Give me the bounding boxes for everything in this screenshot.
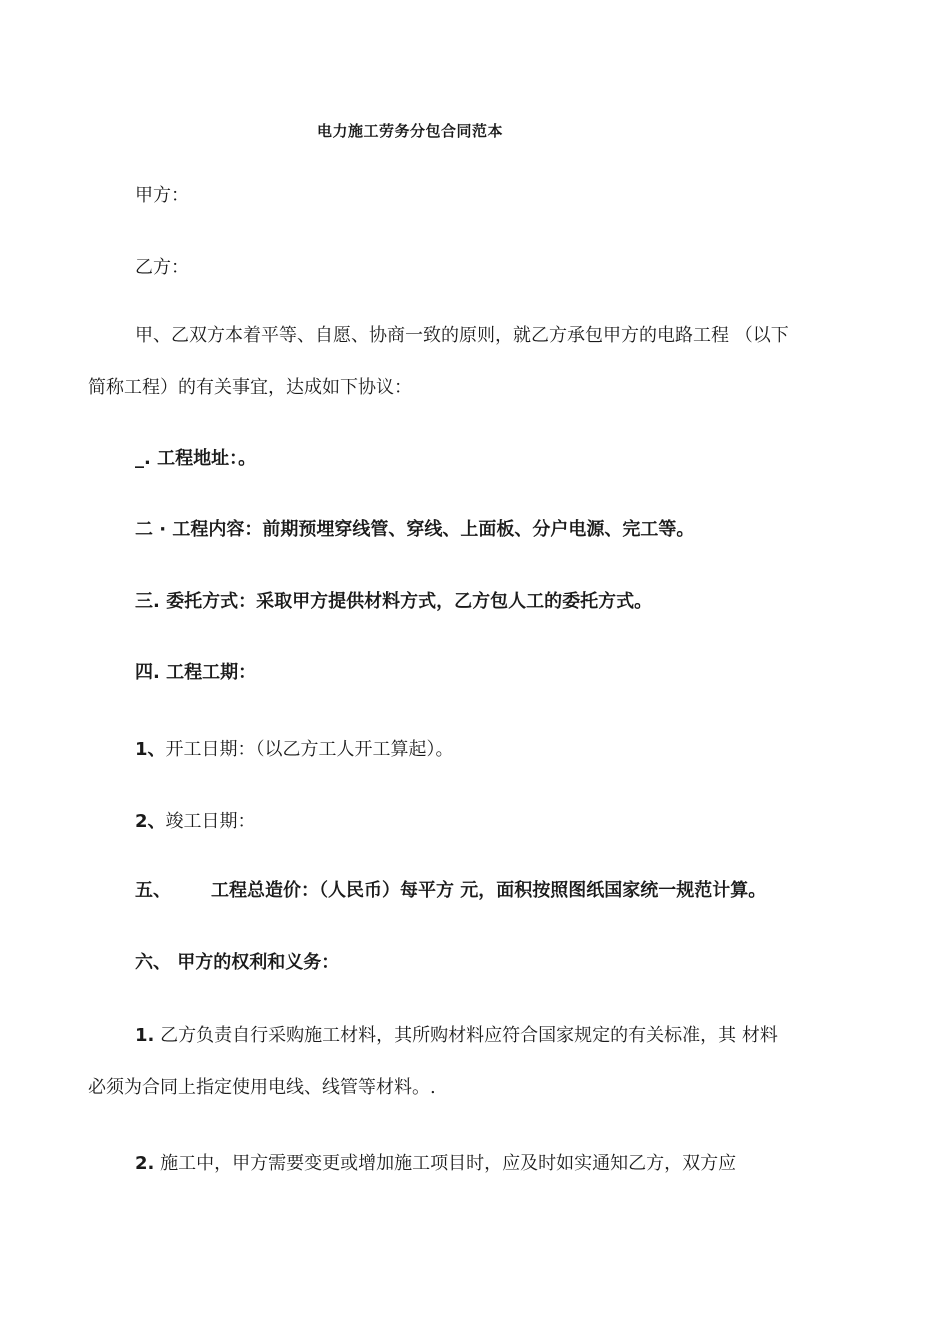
section-5-number: 五、 bbox=[135, 880, 171, 901]
section-6-item-1 bbox=[88, 1010, 878, 1114]
party-b-line bbox=[88, 242, 878, 294]
item-2-text: 竣工日期： bbox=[165, 811, 256, 832]
sec6-item-1-line-1: 乙方负责自行采购施工材料，其所购材料应符合国家规定的有关标准，其 材料 bbox=[160, 1025, 778, 1046]
party-b-label: 乙方： bbox=[135, 257, 189, 278]
intro-line-1: 甲、乙双方本着平等、自愿、协商一致的原则，就乙方承包甲方的电路工程 （以下 bbox=[135, 325, 789, 346]
sec6-item-2-text: 施工中，甲方需要变更或增加施工项目时，应及时如实通知乙方，双方应 bbox=[160, 1153, 737, 1174]
item-1-text: 开工日期：（以乙方工人开工算起）。 bbox=[165, 739, 454, 760]
section-4-text: 四. 工程工期： bbox=[135, 662, 257, 683]
section-5-text: 工程总造价：（人民币）每平方 元，面积按照图纸国家统一规范计算。 bbox=[211, 880, 767, 901]
section-2-text: 二 · 工程内容：前期预埋穿线管、穿线、上面板、分户电源、完工等。 bbox=[135, 519, 695, 540]
section-6-rights bbox=[88, 937, 878, 989]
party-a-label: 甲方： bbox=[135, 185, 189, 206]
document-title: 电力施工劳务分包合同范本 bbox=[316, 122, 503, 140]
section-4-item-2 bbox=[88, 796, 878, 848]
section-2-content bbox=[88, 504, 878, 556]
sec6-item-2-number: 2. bbox=[135, 1153, 155, 1174]
intro-paragraph bbox=[88, 310, 878, 414]
section-6-item-2 bbox=[88, 1138, 878, 1190]
item-2-number: 2、 bbox=[135, 811, 166, 832]
section-1-address bbox=[88, 433, 878, 485]
section-4-item-1 bbox=[88, 724, 878, 776]
item-1-number: 1、 bbox=[135, 739, 166, 760]
sec6-item-1-number: 1. bbox=[135, 1025, 155, 1046]
section-4-period bbox=[88, 647, 878, 699]
section-5-price bbox=[88, 865, 878, 917]
section-3-method bbox=[88, 576, 878, 628]
intro-line-2: 简称工程）的有关事宜，达成如下协议： bbox=[88, 377, 412, 398]
section-6-text: 六、 甲方的权利和义务： bbox=[135, 952, 340, 973]
section-3-text: 三. 委托方式：采取甲方提供材料方式，乙方包人工的委托方式。 bbox=[135, 591, 653, 612]
sec6-item-1-line-2: 必须为合同上指定使用电线、线管等材料。. bbox=[88, 1077, 436, 1098]
party-a-line bbox=[88, 170, 878, 222]
section-1-text: _. 工程地址：。 bbox=[135, 448, 257, 469]
